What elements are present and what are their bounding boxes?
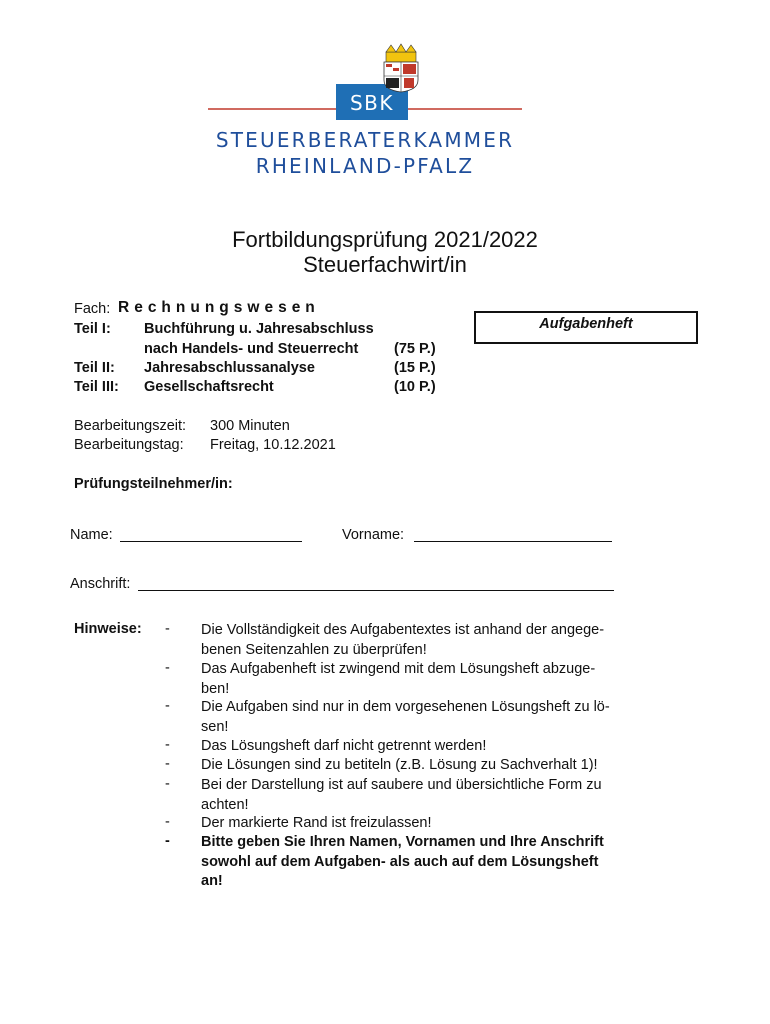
part2-points: (15 P.) xyxy=(394,360,436,376)
part1-points: (75 P.) xyxy=(394,341,436,357)
org-name-line1: STEUERBERATERKAMMER xyxy=(215,128,515,152)
booklet-label: Aufgabenheft xyxy=(539,316,633,332)
notes-label: Hinweise: xyxy=(74,621,142,637)
note-item: Das Aufgabenheft ist zwingend mit dem Lösungsheft abzuge- ben! xyxy=(201,661,596,697)
subject-name: Rechnungswesen xyxy=(118,299,320,316)
part3-name: Gesellschaftsrecht xyxy=(144,379,274,395)
part3-points: (10 P.) xyxy=(394,379,436,395)
duration-label: Bearbeitungszeit: xyxy=(74,418,187,434)
part3-label: Teil III: xyxy=(74,379,119,395)
name-label: Name: xyxy=(70,527,113,543)
note-bullet: - xyxy=(165,756,170,772)
booklet-box xyxy=(474,311,698,344)
note-bullet: - xyxy=(165,737,170,753)
address-field[interactable] xyxy=(138,590,614,591)
name-field[interactable] xyxy=(120,541,302,542)
part1-name-cont: nach Handels- und Steuerrecht xyxy=(144,341,359,357)
duration-value: 300 Minuten xyxy=(210,418,290,434)
participant-heading: Prüfungsteilnehmer/in: xyxy=(74,476,233,492)
logo-abbrev: SBK xyxy=(349,91,395,115)
subject-label: Fach: xyxy=(74,301,111,317)
part1-name: Buchführung u. Jahresabschluss xyxy=(144,321,374,337)
firstname-label: Vorname: xyxy=(342,527,405,543)
note-item: Die Vollständigkeit des Aufgabentextes ist anhand der angege- benen Seitenzahlen zu überprüfen! xyxy=(201,622,605,658)
exam-subtitle: Steuerfachwirt/in xyxy=(303,252,467,277)
note-item: Bei der Darstellung ist auf saubere und übersichtliche Form zu achten! xyxy=(201,777,602,813)
note-bullet: - xyxy=(165,833,170,849)
date-value: Freitag, 10.12.2021 xyxy=(210,437,336,453)
note-item: Die Lösungen sind zu betiteln (z.B. Lösung zu Sachverhalt 1)! xyxy=(201,757,598,773)
date-label: Bearbeitungstag: xyxy=(74,437,184,453)
org-name-line2: RHEINLAND-PFALZ xyxy=(255,154,475,178)
coat-of-arms-icon xyxy=(384,44,418,92)
part1-label: Teil I: xyxy=(74,321,111,337)
note-bullet: - xyxy=(165,698,170,714)
part2-label: Teil II: xyxy=(74,360,115,376)
part2-name: Jahresabschlussanalyse xyxy=(144,360,315,376)
note-item-important: Bitte geben Sie Ihren Namen, Vornamen und Ihre Anschrift sowohl auf dem Aufgaben- als auch auf dem Lösungsheft an! xyxy=(201,834,604,889)
note-item: Der markierte Rand ist freizulassen! xyxy=(201,815,432,831)
note-item: Die Aufgaben sind nur in dem vorgesehenen Lösungsheft zu lö- sen! xyxy=(201,699,610,735)
exam-title: Fortbildungsprüfung 2021/2022 xyxy=(232,227,538,252)
note-bullet: - xyxy=(165,621,170,637)
note-bullet: - xyxy=(165,776,170,792)
address-label: Anschrift: xyxy=(70,576,131,592)
note-item: Das Lösungsheft darf nicht getrennt werden! xyxy=(201,738,487,754)
note-bullet: - xyxy=(165,660,170,676)
firstname-field[interactable] xyxy=(414,541,612,542)
note-bullet: - xyxy=(165,814,170,830)
